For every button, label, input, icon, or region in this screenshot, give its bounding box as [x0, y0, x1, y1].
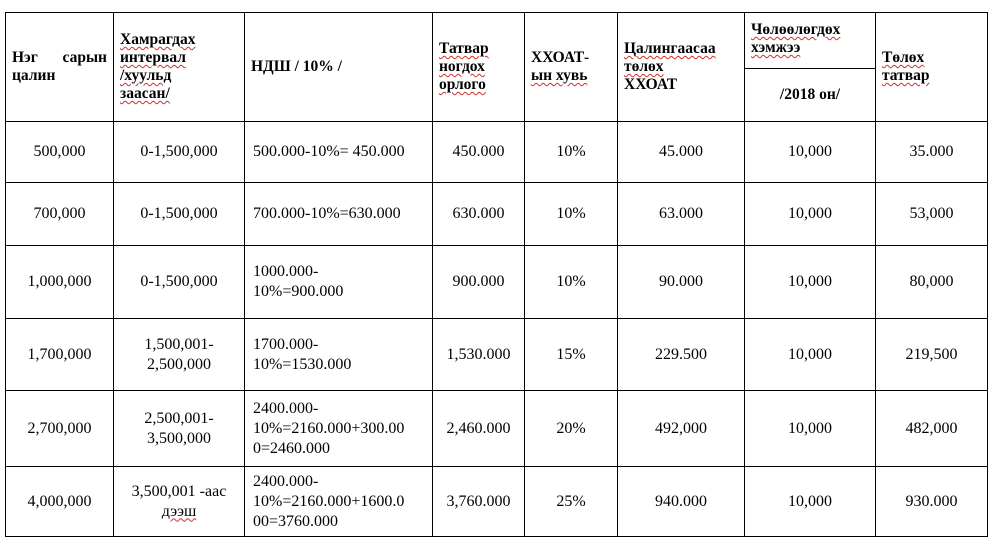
cell-taxable: 2,460.000	[433, 391, 525, 467]
cell-taxable: 3,760.000	[433, 467, 525, 537]
cell-rate: 10%	[525, 183, 618, 246]
cell-rate: 10%	[525, 122, 618, 183]
cell-tax: 53,000	[876, 183, 988, 246]
cell-taxable: 450.000	[433, 122, 525, 183]
cell-ndsh: 2400.000- 10%=2160.000+1600.0 00=3760.000	[245, 467, 433, 537]
cell-ndsh: 1000.000- 10%=900.000	[245, 246, 433, 319]
cell-exemption: 10,000	[745, 391, 876, 467]
cell-salary: 500,000	[6, 122, 114, 183]
header-tax-due: Төлөх татвар	[876, 13, 988, 122]
cell-taxable: 900.000	[433, 246, 525, 319]
cell-exemption: 10,000	[745, 319, 876, 391]
cell-pit: 63.000	[618, 183, 745, 246]
cell-exemption: 10,000	[745, 183, 876, 246]
cell-pit: 229.500	[618, 319, 745, 391]
table-row	[6, 246, 988, 319]
cell-ndsh: 2400.000- 10%=2160.000+300.00 0=2460.000	[245, 391, 433, 467]
tax-table	[5, 12, 988, 537]
cell-taxable: 1,530.000	[433, 319, 525, 391]
cell-pit: 45.000	[618, 122, 745, 183]
header-interval: Хамрагдах интервал /хуульд заасан/	[114, 13, 245, 122]
header-monthly-salary: Нэг сарын цалин	[6, 13, 114, 122]
cell-exemption: 10,000	[745, 122, 876, 183]
cell-rate: 10%	[525, 246, 618, 319]
header-exemption: Чөлөөлөгдөх хэмжээ	[745, 13, 876, 69]
cell-rate: 15%	[525, 319, 618, 391]
cell-salary: 700,000	[6, 183, 114, 246]
cell-pit: 492,000	[618, 391, 745, 467]
header-taxable-income: Татвар ногдох орлого	[433, 13, 525, 122]
cell-tax: 482,000	[876, 391, 988, 467]
cell-ndsh: 700.000-10%=630.000	[245, 183, 433, 246]
cell-interval: 0-1,500,000	[114, 122, 245, 183]
cell-pit: 90.000	[618, 246, 745, 319]
cell-rate: 20%	[525, 391, 618, 467]
header-ndsh: НДШ / 10% /	[245, 13, 433, 122]
header-pit-rate: ХХОАТ- ын хувь	[525, 13, 618, 122]
cell-salary: 1,700,000	[6, 319, 114, 391]
table-row	[6, 183, 988, 246]
cell-ndsh: 500.000-10%= 450.000	[245, 122, 433, 183]
cell-interval: 2,500,001- 3,500,000	[114, 391, 245, 467]
cell-interval: 1,500,001- 2,500,000	[114, 319, 245, 391]
table-row	[6, 467, 988, 537]
cell-interval: 3,500,001 -аас дээш	[114, 467, 245, 537]
header-exemption-year: /2018 он/	[745, 69, 876, 122]
cell-tax: 219,500	[876, 319, 988, 391]
table-row	[6, 391, 988, 467]
cell-tax: 35.000	[876, 122, 988, 183]
cell-interval: 0-1,500,000	[114, 183, 245, 246]
cell-tax: 80,000	[876, 246, 988, 319]
cell-tax: 930.000	[876, 467, 988, 537]
cell-salary: 2,700,000	[6, 391, 114, 467]
cell-taxable: 630.000	[433, 183, 525, 246]
cell-salary: 1,000,000	[6, 246, 114, 319]
cell-rate: 25%	[525, 467, 618, 537]
cell-pit: 940.000	[618, 467, 745, 537]
table-row	[6, 122, 988, 183]
cell-exemption: 10,000	[745, 246, 876, 319]
header-payable-pit: Цалингаасаа төлөх ХХОАТ	[618, 13, 745, 122]
cell-salary: 4,000,000	[6, 467, 114, 537]
table-row	[6, 319, 988, 391]
cell-ndsh: 1700.000- 10%=1530.000	[245, 319, 433, 391]
cell-exemption: 10,000	[745, 467, 876, 537]
cell-interval: 0-1,500,000	[114, 246, 245, 319]
